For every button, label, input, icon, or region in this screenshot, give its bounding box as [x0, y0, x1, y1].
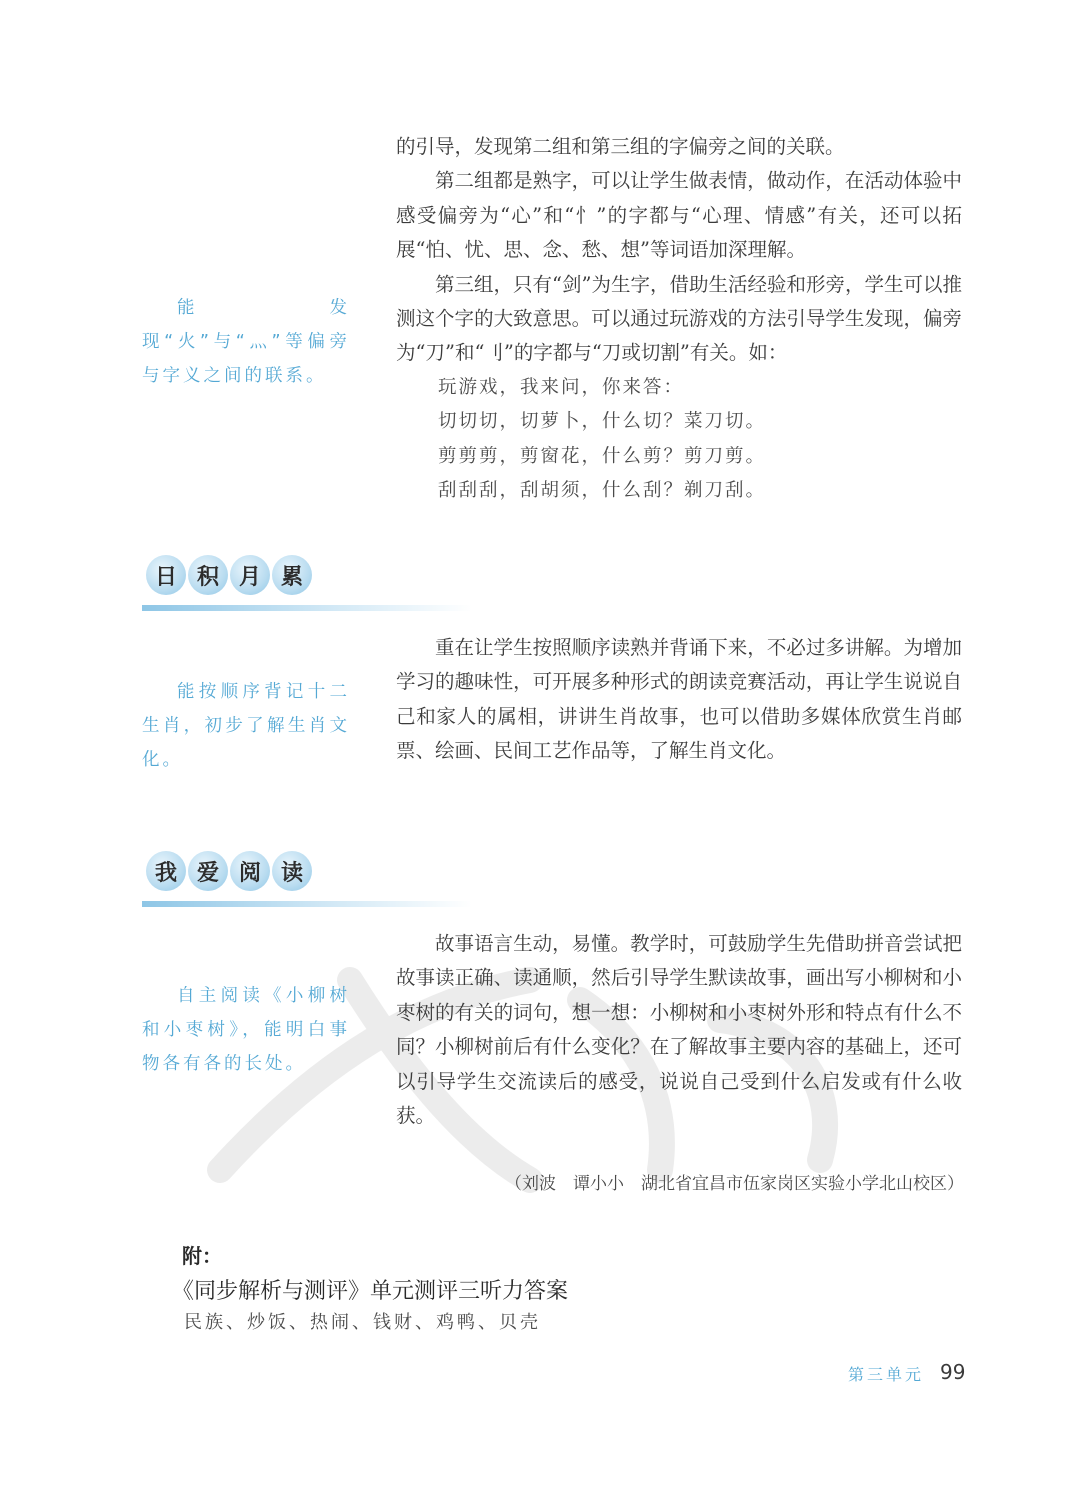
poem-line: 切切切，切萝卜，什么切？菜刀切。	[438, 411, 767, 433]
section3-body	[396, 927, 962, 1133]
heading-char-bubble: 爱	[188, 851, 228, 891]
section1-paragraph-1: 的引导，发现第二组和第三组的字偏旁之间的关联。	[396, 135, 845, 158]
side-note-text: 自主阅读《小柳树和小枣树》，能明白事物各有各的长处。	[142, 986, 350, 1074]
section1-paragraph-3: 第三组，只有“剑”为生字，借助生活经验和形旁，学生可以推测这个字的大致意思。可以通过玩游戏的方法引导学生发现，偏旁为“刀”和“刂”的字都与“刀或切割”有关。如：	[396, 272, 962, 365]
appendix-title: 《同步解析与测评》单元测评三听力答案	[172, 1279, 569, 1304]
side-note-text: 能按顺序背记十二生肖，初步了解生肖文化。	[142, 682, 350, 770]
section-heading-i-love-reading	[142, 851, 472, 911]
heading-char-bubble: 月	[230, 555, 270, 595]
section2-body	[396, 631, 962, 769]
section2-side-note	[142, 675, 350, 777]
poem-line: 刮刮刮，刮胡须，什么刮？剃刀刮。	[438, 480, 767, 502]
heading-char-bubble: 日	[146, 555, 186, 595]
heading-underline	[142, 901, 472, 907]
poem-line: 剪剪剪，剪窗花，什么剪？剪刀剪。	[438, 445, 767, 467]
appendix-label: 附：	[182, 1244, 222, 1268]
section1-poem	[438, 371, 838, 509]
section1-side-note	[142, 291, 350, 393]
poem-line: 玩游戏，我来问，你来答：	[438, 377, 685, 398]
heading-underline	[142, 605, 472, 611]
section2-paragraph: 重在让学生按照顺序读熟并背诵下来，不必过多讲解。为增加学习的趣味性，可开展多种形式的朗读竞赛活动，再让学生说说自己和家人的属相，讲讲生肖故事，也可以借助多媒体欣赏生肖邮票、绘画、民间工艺作品等，了解生肖文化。	[396, 636, 962, 763]
heading-char-bubble: 累	[272, 555, 312, 595]
section1-paragraph-2: 第二组都是熟字，可以让学生做表情，做动作，在活动体验中感受偏旁为“心”和“忄”的字都与“心理、情感”有关，还可以拓展“怕、忧、思、念、愁、想”等词语加深理解。	[396, 169, 962, 262]
heading-char-bubble: 积	[188, 555, 228, 595]
section3-paragraph: 故事语言生动，易懂。教学时，可鼓励学生先借助拼音尝试把故事读正确、读通顺，然后引导学生默读故事，画出写小柳树和小枣树的有关的词句，想一想：小柳树和小枣树外形和特点有什么不同？小柳树前后有什么变化？在了解故事主要内容的基础上，还可以引导学生交流读后的感受，说说自己受到什么启发或有什么收获。	[396, 932, 962, 1128]
author-credit: （刘波 谭小小 湖北省宜昌市伍家岗区实验小学北山校区）	[505, 1174, 964, 1194]
footer-unit-label: 第三单元	[848, 1365, 925, 1384]
side-note-text: 能发现“火”与“灬”等偏旁与字义之间的联系。	[142, 298, 350, 386]
page-number: 99	[940, 1360, 966, 1384]
appendix-answers: 民族、炒饭、热闹、钱财、鸡鸭、贝壳	[184, 1312, 541, 1333]
heading-char-bubble: 读	[272, 851, 312, 891]
section-heading-daily-accumulation	[142, 555, 472, 615]
heading-char-bubble: 我	[146, 851, 186, 891]
section3-side-note	[142, 979, 350, 1081]
heading-char-bubble: 阅	[230, 851, 270, 891]
section1-body	[396, 130, 962, 371]
